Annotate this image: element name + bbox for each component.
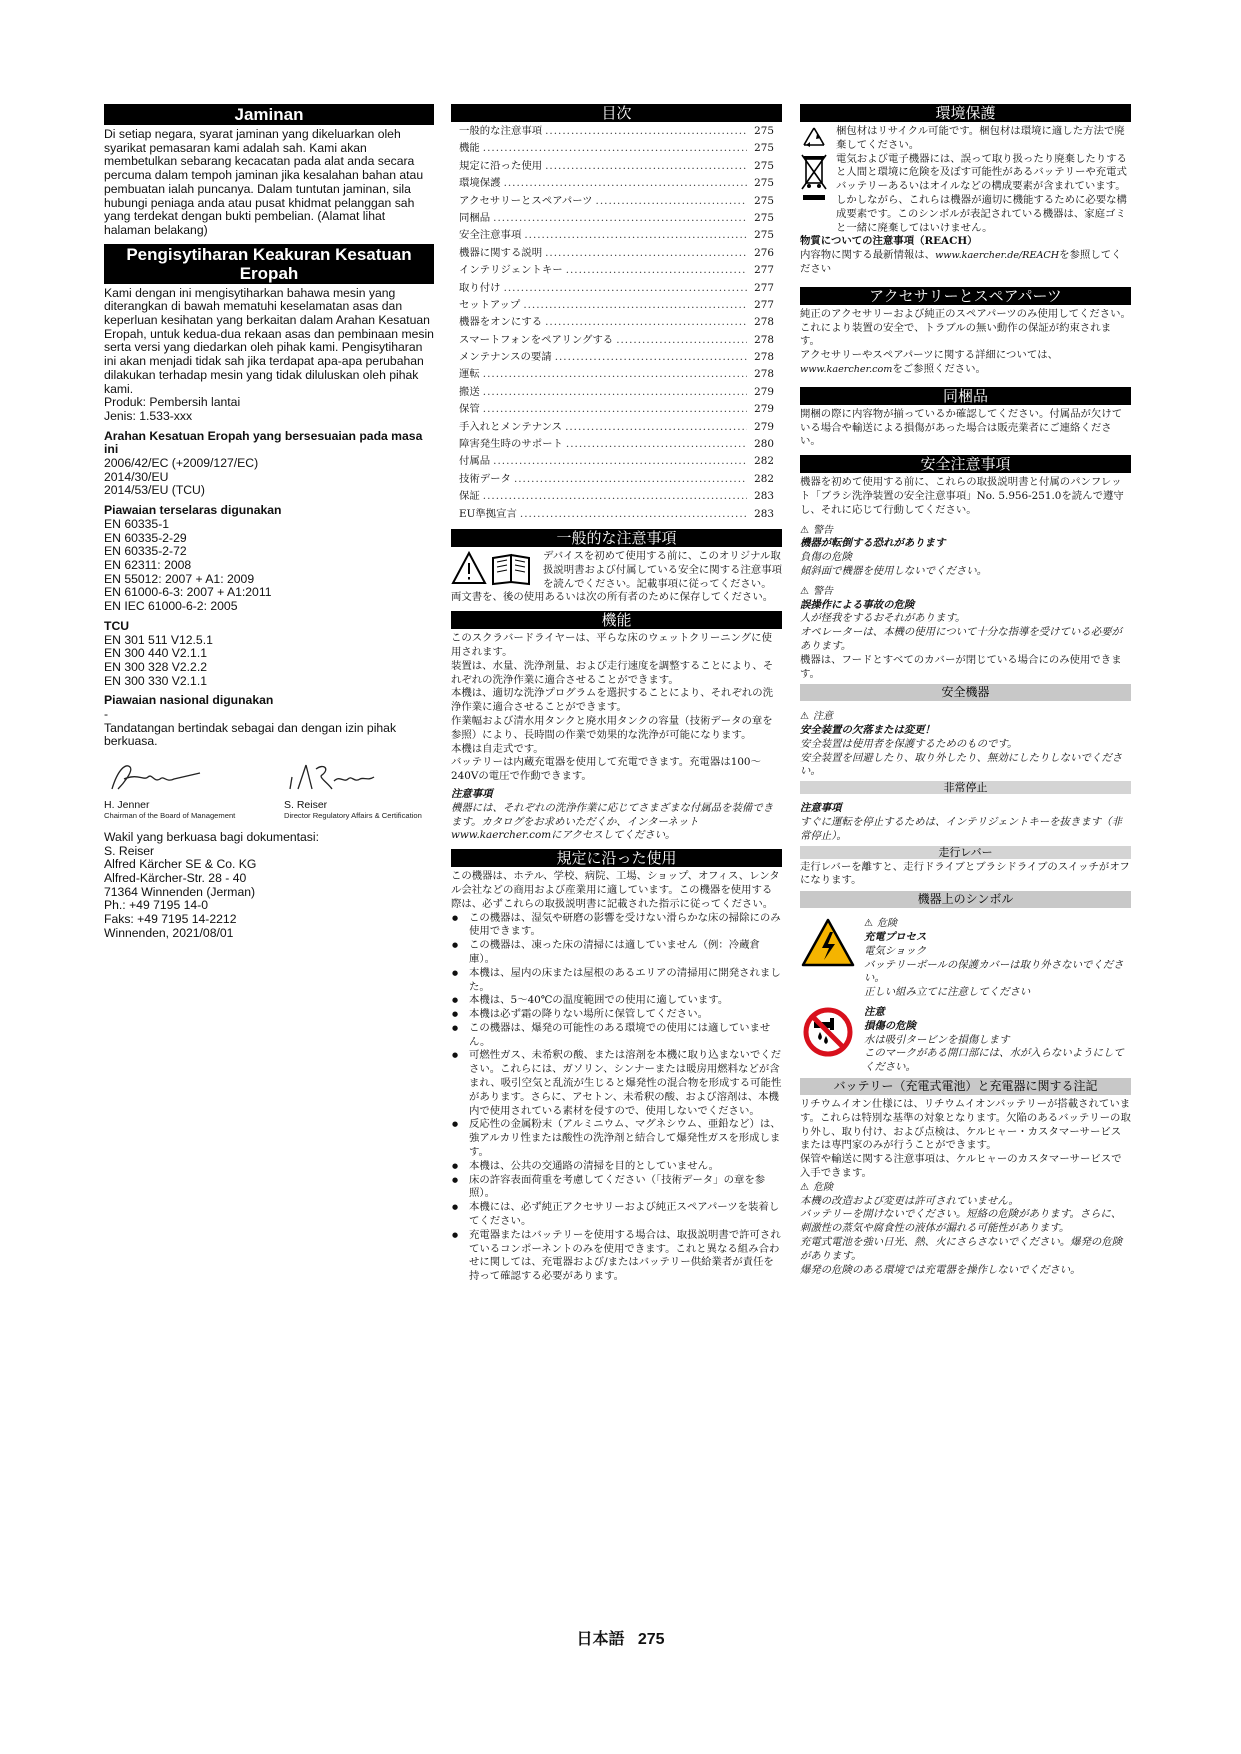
danger-label-text: 危険 — [876, 918, 897, 930]
battery-text: リチウムイオン仕様には、リチウムイオンバッテリーが搭載されています。これらは特別な基準の対象となります。欠陥のあるバッテリーの取り外し、取り付け、および点検は、ケルヒャー・カスタマーサービスまたは専門家のみが行うことができます。 — [800, 1098, 1131, 1152]
national-standards-value: - — [104, 707, 109, 722]
standard-item: EN 60335-1 — [104, 516, 170, 531]
reach-title: 物質についての注意事項（REACH） — [800, 235, 978, 248]
toc-entry-title: 機能 — [459, 142, 480, 155]
address-line: Ph.: +49 7195 14-0 — [104, 898, 209, 913]
toc-entry-page: 275 — [754, 211, 774, 224]
general-notes-block — [451, 550, 782, 591]
toc-leader-dots — [504, 177, 747, 191]
toc-entry[interactable] — [459, 351, 774, 368]
section-title-function: 機能 — [451, 611, 782, 629]
toc-leader-dots — [483, 142, 747, 156]
crossed-bin-icon — [800, 153, 828, 205]
scope-text: 開梱の際に内容物が揃っているか確認してください。付属品が欠けている場合や輸送による損傷があった場合は販売業者にご連絡ください。 — [800, 407, 1123, 448]
toc-entry-page: 275 — [754, 194, 774, 207]
toc-entry-title: 機器に関する説明 — [459, 246, 543, 259]
footer-language: 日本語 — [576, 1631, 625, 1648]
toc-leader-dots — [483, 490, 747, 504]
toc-entry[interactable] — [459, 195, 774, 212]
toc-entry-title: 機器をオンにする — [459, 316, 543, 329]
symbol-title: 充電プロセス — [864, 931, 927, 944]
list-item: ● 本機は、5～40℃の温度範囲での使用に適しています。 — [451, 994, 782, 1008]
toc-entry-page: 278 — [754, 316, 774, 329]
section-title-intended-use: 規定に沿った使用 — [451, 849, 782, 867]
warning-line: 傾斜面で機器を使用しないでください。 — [800, 564, 988, 577]
caution-line: 安全装置を回避したり、取り外したり、無効にしたりしないでください。 — [800, 751, 1123, 778]
warning-manual-icons — [451, 550, 535, 591]
estop-note-text: すぐに運転を停止するためは、インテリジェントキーを抜きます（非常停止）。 — [800, 816, 1122, 842]
reach-text-tail: を参照してください — [800, 249, 1122, 275]
caution-label: 注意 — [864, 1006, 885, 1019]
section-title-declaration: Pengisytiharan Keakuran Kesatuan Eropah — [104, 244, 434, 284]
toc-entry[interactable] — [459, 421, 774, 438]
function-paragraph: 装置は、水量、洗浄剤量、および走行速度を調整することにより、それぞれの洗浄作業に適合させることができます。 — [451, 659, 774, 686]
toc-entry-title: スマートフォンをペアリングする — [459, 333, 614, 346]
function-note-text: 機器には、それぞれの洗浄作業に応じてさまざまな付属品を装備できます。カタログをお求めいただくか、インターネット www.kaercher.comにアクセスしてください。 — [451, 801, 774, 842]
toc-entry[interactable] — [459, 316, 774, 333]
weee-text: 電気および電子機器には、誤って取り扱ったり廃棄したりすると人間と環境に危険を及ぼす可能性があるバッテリーや充電式バッテリーあるいはオイルなどの構成要素が含まれています。しかしながら、これらは機器が適切に機能するために必要な構成要素です。このシンボルが表記されている機器は、家庭ゴミと一緒に廃棄してはいけません。 — [836, 152, 1127, 234]
symbol-line: このマークがある開口部には、水が入らないようにしてください。 — [864, 1047, 1124, 1074]
warning-title: 誤操作による事故の危険 — [800, 598, 915, 611]
toc-entry-title: 付属品 — [459, 455, 491, 468]
page-footer — [0, 1626, 1241, 1649]
recycling-icon — [800, 125, 828, 151]
section-title-battery: バッテリー（充電式電池）と充電器に関する注記 — [800, 1078, 1131, 1095]
toc-entry[interactable] — [459, 473, 774, 490]
toc-entry-page: 278 — [754, 333, 774, 346]
standard-item: EN 60335-2-29 — [104, 530, 187, 545]
caution-label — [800, 710, 1131, 724]
toc-entry[interactable] — [459, 508, 774, 525]
toc-entry[interactable] — [459, 264, 774, 281]
toc-entry-title: メンテナンスの要請 — [459, 351, 552, 364]
list-item: ● 本機は必ず霜の降りない場所に保管してください。 — [451, 1008, 782, 1022]
declaration-product: Produk: Pembersih lantai — [104, 395, 241, 410]
toc-entry-page: 282 — [754, 472, 774, 485]
toc-entry[interactable] — [459, 455, 774, 472]
toc-entry[interactable] — [459, 368, 774, 385]
list-item: ● 床の許容表面荷重を考慮してください（「技術データ」の章を参照）。 — [451, 1174, 782, 1202]
function-paragraph: バッテリーは内蔵充電器を使用して充電できます。充電器は100～240Vの電圧で作動できます。 — [451, 756, 761, 783]
toc-entry[interactable] — [459, 142, 774, 159]
section-title-general: 一般的な注意事項 — [451, 529, 782, 547]
warning-triangle-icon: ⚠ — [800, 524, 809, 536]
tcu-item: EN 300 328 V2.2.2 — [104, 659, 207, 674]
danger-label — [800, 1181, 1131, 1195]
list-item: ● この機器は、湿気や研磨の影響を受けない滑らかな床の掃除にのみ使用できます。 — [451, 912, 782, 940]
toc-entry-page: 277 — [754, 281, 774, 294]
signature-jenner — [104, 759, 254, 821]
toc-entry[interactable] — [459, 282, 774, 299]
reach-text-lead: 内容物に関する最新情報は、 — [800, 249, 936, 262]
toc-leader-dots — [545, 247, 747, 261]
signature-note: Tandatangan bertindak sebagai dan dengan izin pihak berkuasa. — [104, 720, 397, 749]
list-item: ● この機器は、爆発の可能性のある環境での使用には適していません。 — [451, 1022, 782, 1050]
intended-use-list — [451, 912, 782, 1285]
symbol-electric-block — [800, 917, 1131, 1000]
subsection-title-travel-lever: 走行レバー — [800, 846, 1131, 859]
toc-leader-dots — [524, 229, 747, 243]
signature-reiser — [284, 759, 434, 821]
warning-line: オペレーターは、本機の使用について十分な指導を受けている必要があります。 — [800, 626, 1122, 652]
electric-shock-icon — [800, 917, 856, 969]
danger-line: 本機の改造および変更は許可されていません。 — [800, 1194, 1019, 1207]
danger-line: バッテリーを開けないでください。短絡の危険があります。さらに、刺激性の蒸気や腐食性の液体が漏れる可能性があります。 — [800, 1208, 1122, 1235]
toc-entry[interactable] — [459, 490, 774, 507]
toc-entry-title: 手入れとメンテナンス — [459, 420, 563, 433]
toc-entry[interactable] — [459, 177, 774, 194]
toc-entry-page: 277 — [754, 264, 774, 277]
general-notes-text: デバイスを初めて使用する前に、このオリジナル取扱説明書および付属している安全に関する注意事項を読んでください。記載事項に従ってください。 — [543, 549, 782, 590]
accessories-info — [800, 349, 1131, 377]
toc-leader-dots — [483, 368, 747, 382]
directives-list — [104, 457, 434, 498]
directive-item: 2014/30/EU — [104, 469, 169, 484]
symbol-title: 損傷の危険 — [864, 1019, 916, 1032]
toc-entry-page: 275 — [754, 142, 774, 155]
toc-entry-title: 運転 — [459, 368, 480, 381]
toc-entry-title: 保証 — [459, 490, 480, 503]
column-left — [104, 104, 434, 940]
toc-entry-title: 安全注意事項 — [459, 229, 522, 242]
toc-entry[interactable] — [459, 438, 774, 455]
section-title-safety-devices: 安全機器 — [800, 684, 1131, 701]
tcu-title: TCU — [104, 618, 130, 633]
symbol-electric-text — [864, 917, 1131, 1000]
function-note-label: 注意事項 — [451, 787, 493, 800]
toc-entry-page: 283 — [754, 490, 774, 503]
function-paragraph: 本機は自走式です。 — [451, 742, 544, 755]
toc-entry-page: 279 — [754, 385, 774, 398]
tcu-item: EN 300 330 V2.1.1 — [104, 673, 207, 688]
standard-item: EN 55012: 2007 + A1: 2009 — [104, 571, 255, 586]
address-line: Alfred Kärcher SE & Co. KG — [104, 857, 257, 872]
danger-label-text: 危険 — [812, 1181, 833, 1193]
symbol-line: 水は吸引タービンを損傷します — [864, 1033, 1010, 1046]
page-number: 275 — [637, 1631, 665, 1648]
subsection-title-emergency-stop: 非常停止 — [800, 781, 1131, 794]
toc-entry-title: EU準拠宣言 — [459, 507, 517, 520]
toc-entry-title: インテリジェントキー — [459, 264, 563, 277]
list-item: ● 可燃性ガス、未希釈の酸、または溶剤を本機に取り込まないでください。これらには、ガソリン、シンナーまたは暖房用燃料などが含まれ、吸引空気と乱流が生じると爆発性の混合物を形成する可能性があります。さらに、アセトン、未希釈の酸、および溶剤は、本機内で使用されている素材を侵すので、使用しないでください。 — [451, 1049, 782, 1118]
toc-entry-page: 275 — [754, 125, 774, 137]
toc-leader-dots — [483, 386, 747, 400]
toc-entry-page: 279 — [754, 420, 774, 433]
warning-line: 機器は、フードとすべてのカバーが閉じている場合にのみ使用できます。 — [800, 653, 1122, 680]
directive-item: 2014/53/EU (TCU) — [104, 483, 205, 498]
warning-title: 機器が転倒する恐れがあります — [800, 537, 946, 550]
toc-entry-page: 277 — [754, 298, 774, 311]
toc-entry-title: 一般的な注意事項 — [459, 125, 543, 137]
symbol-line: 正しい組み立てに注意してください — [864, 986, 1031, 999]
standards-title: Piawaian terselaras digunakan — [104, 503, 282, 518]
warning-line: 人が怪我をするおそれがあります。 — [800, 612, 966, 625]
toc-leader-dots — [616, 334, 747, 348]
toc-leader-dots — [555, 351, 747, 365]
directive-item: 2006/42/EC (+2009/127/EC) — [104, 456, 259, 471]
warning-triangle-icon: ⚠ — [800, 585, 809, 597]
signer-role: Chairman of the Board of Management — [104, 810, 236, 820]
toc-entry-title: 技術データ — [459, 472, 511, 485]
toc-entry[interactable] — [459, 247, 774, 264]
address-line: Winnenden, 2021/08/01 — [104, 925, 234, 940]
warning-triangle-icon: ⚠ — [800, 711, 809, 723]
list-item: ● 本機は、屋内の床または屋根のあるエリアの清掃用に開発されました。 — [451, 967, 782, 995]
recycling-block — [800, 125, 1131, 153]
general-notes-keep: 両文書を、後の使用あるいは次の所有者のために保存してください。 — [451, 591, 774, 604]
column-middle — [451, 104, 782, 1284]
toc-leader-dots — [504, 282, 747, 296]
toc-entry[interactable] — [459, 212, 774, 229]
toc-leader-dots — [596, 195, 747, 209]
travel-lever-text: 走行レバーを離すと、走行ドライブとブラシドライブのスイッチがオフになります。 — [800, 860, 1130, 887]
representative-address — [104, 845, 434, 941]
handwritten-signature-jenner — [104, 759, 244, 795]
toc-leader-dots — [545, 316, 747, 330]
toc-entry-page: 278 — [754, 351, 774, 364]
toc-entry[interactable] — [459, 403, 774, 420]
toc-entry-title: セットアップ — [459, 298, 521, 311]
directives-title: Arahan Kesatuan Eropah yang bersesuaian pada masa ini — [104, 428, 423, 457]
standard-item: EN IEC 61000-6-2: 2005 — [104, 599, 238, 614]
toc-entry[interactable] — [459, 160, 774, 177]
danger-line: 爆発の危険のある環境では充電器を操作しないでください。 — [800, 1263, 1081, 1276]
function-paragraph: このスクラバードライヤーは、平らな床のウェットクリーニングに使用されます。 — [451, 632, 772, 658]
section-title-symbols: 機器上のシンボル — [800, 891, 1131, 908]
weee-block — [800, 153, 1131, 236]
tcu-item: EN 300 440 V2.1.1 — [104, 646, 207, 661]
list-item: ● 反応性の金属粉末（アルミニウム、マグネシウム、亜鉛など）は、強アルカリ性または酸性の洗浄剤と結合して爆発性ガスを形成します。 — [451, 1118, 782, 1159]
toc-leader-dots — [514, 473, 747, 487]
national-standards-title: Piawaian nasional digunakan — [104, 693, 274, 708]
tcu-item: EN 301 511 V12.5.1 — [104, 632, 213, 647]
toc-entry-page: 278 — [754, 368, 774, 381]
column-right — [800, 104, 1131, 1277]
toc-entry-title: 取り付け — [459, 281, 501, 294]
warning-triangle-icon: ⚠ — [800, 1181, 809, 1193]
warning-line: 負傷の危険 — [800, 551, 852, 564]
toc-leader-dots — [520, 508, 747, 522]
safety-text: 機器を初めて使用する前に、これらの取扱説明書と付属のパンフレット「ブラシ洗浄装置の安全注意事項」No. 5.956-251.0を読んで遵守し、それに応じて行動してください。 — [800, 476, 1124, 516]
toc-entry-title: 保管 — [459, 403, 480, 416]
toc-leader-dots — [493, 455, 747, 469]
caution-title: 安全装置の欠落または変更！ — [800, 724, 936, 737]
list-item: ● この機器は、凍った床の清掃には適していません（例：冷蔵倉庫）。 — [451, 939, 782, 967]
address-line: Faks: +49 7195 14-2212 — [104, 912, 237, 927]
jaminan-body: Di setiap negara, syarat jaminan yang dikeluarkan oleh syarikat pemasaran kami adalah sah. Kami akan membetulkan sebarang kecacatan pada alat anda secara percuma dalam tempoh jaminan jika kesalahan bahan atau pembuatan ialah puncanya. Dalam tuntutan jaminan, sila hubungi peniaga anda atau pusat khidmat pelanggan sah yang terdekat dengan bukti pembelian. (Alamat lihat halaman belakang) — [104, 127, 424, 237]
intended-use-intro: この機器は、ホテル、学校、病院、工場、ショップ、オフィス、レンタル会社などの商用および産業用に適しています。この機器を使用する際は、必ずこれらの取扱説明書に記載された指示に従ってください。 — [451, 870, 780, 910]
toc-leader-dots — [483, 403, 747, 417]
signatures — [104, 759, 434, 821]
toc-entry[interactable] — [459, 299, 774, 316]
list-item: ● 本機には、必ず純正アクセサリーおよび純正スペアパーツを装着してください。 — [451, 1201, 782, 1229]
estop-note-label: 注意事項 — [800, 802, 842, 815]
battery-storage-text: 保管や輸送に関する注意事項は、ケルヒャーのカスタマーサービスで入手できます。 — [800, 1153, 1122, 1180]
toc-entry-title: 搬送 — [459, 385, 480, 398]
kaercher-link[interactable]: www.kaercher.com — [800, 363, 893, 375]
toc-entry-page: 282 — [754, 455, 774, 468]
address-line: Alfred-Kärcher-Str. 28 - 40 — [104, 870, 247, 885]
tcu-list — [104, 634, 434, 689]
toc-entry-page: 275 — [754, 177, 774, 190]
caution-label-text: 注意 — [812, 711, 833, 723]
signer-name: H. Jenner — [104, 798, 150, 811]
function-paragraph: 本機は、適切な洗浄プログラムを選択することにより、それぞれの洗浄作業に適合させることができます。 — [451, 687, 774, 714]
warning-label-text: 警告 — [812, 585, 833, 597]
warning-label-text: 警告 — [812, 524, 833, 536]
caution-line: 安全装置は使用者を保護するためのものです。 — [800, 737, 1018, 750]
toc-entry-page: 279 — [754, 403, 774, 416]
toc-entry[interactable] — [459, 386, 774, 403]
standards-list — [104, 518, 434, 614]
toc-leader-dots — [545, 160, 747, 174]
section-title-accessories: アクセサリーとスペアパーツ — [800, 287, 1131, 305]
declaration-type: Jenis: 1.533-xxx — [104, 408, 193, 423]
recycling-text: 梱包材はリサイクル可能です。梱包材は環境に適した方法で廃棄してください。 — [836, 125, 1125, 151]
section-title-toc: 目次 — [451, 104, 782, 122]
accessories-text: 純正のアクセサリーおよび純正のスペアパーツのみ使用してください。これにより装置の安全で、トラブルの無い動作の保証が約束されます。 — [800, 307, 1131, 348]
section-title-environment: 環境保護 — [800, 104, 1131, 122]
handwritten-signature-reiser — [284, 759, 414, 795]
table-of-contents — [451, 125, 782, 529]
read-manual-icon — [451, 550, 535, 586]
danger-line: 充電式電池を強い日光、熱、火にさらさないでください。爆発の危険があります。 — [800, 1236, 1123, 1262]
section-title-scope: 同梱品 — [800, 387, 1131, 405]
no-water-icon — [800, 1006, 856, 1058]
toc-entry-title: 同梱品 — [459, 211, 491, 224]
accessories-info-lead: アクセサリーやスペアパーツに関する詳細については、 — [800, 349, 1058, 362]
toc-entry-title: アクセサリーとスペアパーツ — [459, 194, 593, 207]
toc-entry-page: 275 — [754, 159, 774, 172]
standard-item: EN 62311: 2008 — [104, 557, 192, 572]
toc-entry-page: 276 — [754, 246, 774, 259]
symbol-line: 電気ショック — [864, 944, 927, 957]
function-paragraph: 作業幅および清水用タンクと廃水用タンクの容量（技術データの章を参照）により、長時間の作業で効果的な洗浄が可能になります。 — [451, 714, 773, 741]
accessories-info-tail: をご参照ください。 — [892, 362, 986, 375]
toc-leader-dots — [566, 438, 747, 452]
toc-leader-dots — [565, 421, 747, 435]
toc-leader-dots — [545, 125, 747, 139]
toc-entry-page: 280 — [754, 438, 774, 451]
toc-leader-dots — [566, 264, 747, 278]
warning-triangle-icon: ⚠ — [864, 918, 873, 930]
toc-leader-dots — [523, 299, 747, 313]
toc-entry[interactable] — [459, 334, 774, 351]
list-item: ● 充電器またはバッテリーを使用する場合は、取扱説明書で許可されているコンポーネントのみを使用できます。これと異なる組み合わせに関しては、充電器および/またはバッテリー供給業者が責任を持って確認する必要があります。 — [451, 1229, 782, 1284]
address-line: 71364 Winnenden (Jerman) — [104, 884, 256, 899]
section-title-jaminan: Jaminan — [104, 104, 434, 125]
toc-entry-title: 障害発生時のサポート — [459, 438, 563, 451]
signer-name: S. Reiser — [284, 798, 328, 811]
list-item: ● 本機は、公共の交通路の清掃を目的としていません。 — [451, 1160, 782, 1174]
reach-link[interactable]: www.kaercher.de/REACH — [935, 250, 1060, 262]
representative-title: Wakil yang berkuasa bagi dokumentasi: — [104, 829, 319, 844]
warning-label — [800, 524, 1131, 538]
standard-item: EN 60335-2-72 — [104, 544, 187, 559]
toc-entry-title: 環境保護 — [459, 177, 501, 190]
symbol-line: バッテリーボールの保護カバーは取り外さないでください。 — [864, 958, 1124, 985]
warning-label — [800, 585, 1131, 599]
signer-role: Director Regulatory Affairs & Certification — [284, 810, 422, 820]
reach-text — [800, 249, 1131, 277]
toc-entry-page: 283 — [754, 507, 774, 520]
symbol-water-text — [864, 1006, 1131, 1075]
address-line: S. Reiser — [104, 843, 155, 858]
standard-item: EN 61000-6-3: 2007 + A1:2011 — [104, 585, 272, 600]
toc-entry[interactable] — [459, 125, 774, 142]
declaration-body: Kami dengan ini mengisytiharkan bahawa mesin yang diterangkan di bawah mematuhi keselamatan asas dan keperluan kesihatan yang berkaitan dalam Arahan Kesatuan Eropah, untuk kedua-dua rekaan asas dan pembinaan mesin serta versi yang diedarkan oleh pihak kami. Pengisytiharan ini akan menjadi tidak sah jika terdapat apa-apa perubahan dilakukan terhadap mesin yang tidak diluluskan oleh pihak kami. — [104, 285, 434, 396]
symbol-water-block — [800, 1006, 1131, 1075]
toc-entry-page: 275 — [754, 229, 774, 242]
section-title-safety: 安全注意事項 — [800, 455, 1131, 473]
danger-label — [864, 917, 1131, 931]
toc-entry[interactable] — [459, 229, 774, 246]
toc-leader-dots — [493, 212, 747, 226]
toc-entry-title: 規定に沿った使用 — [459, 159, 543, 172]
